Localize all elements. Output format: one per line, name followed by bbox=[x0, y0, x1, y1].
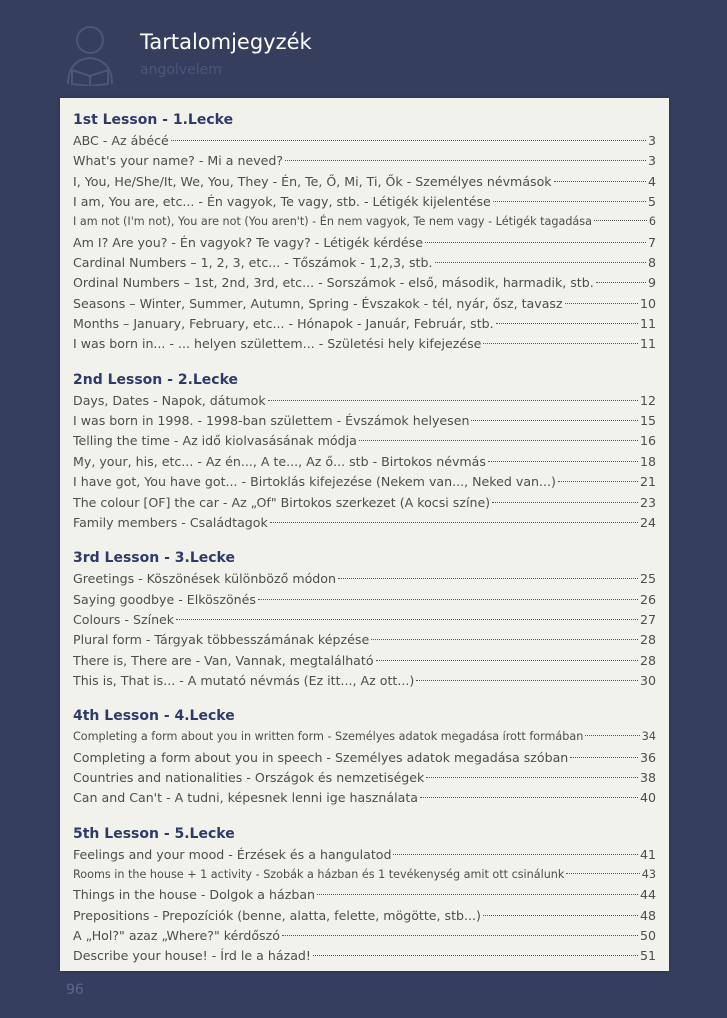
toc-entry[interactable] bbox=[73, 472, 656, 492]
toc-entry-page: 40 bbox=[639, 790, 656, 806]
toc-entry-page: 15 bbox=[639, 413, 656, 429]
dot-leader bbox=[420, 797, 638, 798]
toc-entry[interactable] bbox=[73, 513, 656, 533]
toc-entry-page: 11 bbox=[639, 316, 656, 332]
toc-entry-page: 28 bbox=[639, 652, 656, 668]
toc-entry-page: 3 bbox=[647, 133, 656, 148]
dot-leader bbox=[558, 481, 638, 482]
toc-entry[interactable] bbox=[73, 610, 656, 630]
toc-entry-page: 23 bbox=[639, 494, 656, 510]
toc-entry[interactable] bbox=[73, 768, 656, 788]
dot-leader bbox=[594, 220, 647, 221]
toc-entry-label: What's your name? - Mi a neved? bbox=[73, 153, 284, 169]
toc-entry-label: I have got, You have got... - Birtoklás kifejezése (Nekem van..., Neked van...) bbox=[73, 474, 556, 490]
lesson-section bbox=[73, 823, 656, 967]
toc-entry-label: Seasons – Winter, Summer, Autumn, Spring - Évszakok - tél, nyár, ősz, tavasz bbox=[73, 295, 563, 311]
toc-entry-label: ABC - Az ábécé bbox=[73, 133, 169, 148]
section-spacer bbox=[73, 533, 656, 547]
toc-entry-page: 30 bbox=[639, 672, 656, 688]
toc-entry[interactable] bbox=[73, 391, 656, 411]
toc-entry[interactable] bbox=[73, 452, 656, 472]
lesson-section bbox=[73, 109, 656, 355]
toc-entry[interactable] bbox=[73, 926, 656, 946]
toc-entry[interactable] bbox=[73, 131, 656, 151]
toc-entry[interactable] bbox=[73, 151, 656, 171]
section-title: 4th Lesson - 4.Lecke bbox=[73, 708, 235, 725]
toc-entry[interactable] bbox=[73, 273, 656, 293]
section-title: 3rd Lesson - 3.Lecke bbox=[73, 550, 235, 567]
section-title: 5th Lesson - 5.Lecke bbox=[73, 825, 235, 842]
dot-leader bbox=[566, 873, 639, 874]
toc-entry[interactable] bbox=[73, 788, 656, 808]
toc-entry[interactable] bbox=[73, 172, 656, 192]
dot-leader bbox=[492, 502, 638, 503]
section-spacer bbox=[73, 809, 656, 823]
toc-entry-page: 9 bbox=[647, 275, 656, 291]
dot-leader bbox=[425, 242, 646, 243]
toc-entry-label: Ordinal Numbers – 1st, 2nd, 3rd, etc... - Sorszámok - első, második, harmadik, stb. bbox=[73, 275, 594, 291]
dot-leader bbox=[359, 440, 638, 441]
page-subtitle: angolvelem bbox=[140, 62, 222, 78]
toc-entry-label: Completing a form about you in speech - Személyes adatok megadása szóban bbox=[73, 749, 569, 765]
toc-entry-page: 24 bbox=[639, 514, 656, 530]
toc-entry-page: 50 bbox=[639, 928, 656, 943]
toc-entry-label: Plural form - Tárgyak többesszámának képzése bbox=[73, 632, 370, 648]
lesson-section bbox=[73, 547, 656, 691]
toc-entry-label: Countries and nationalities - Országok és nemzetiségek bbox=[73, 769, 425, 785]
toc-entry-label: Prepositions - Prepozíciók (benne, alatta, felette, mögötte, stb...) bbox=[73, 907, 481, 923]
dot-leader bbox=[426, 777, 638, 778]
toc-entry-page: 36 bbox=[639, 749, 656, 765]
toc-entry-label: A „Hol?" azaz „Where?" kérdőszó bbox=[73, 928, 280, 943]
toc-entry[interactable] bbox=[73, 671, 656, 691]
toc-entry-label: Days, Dates - Napok, dátumok bbox=[73, 392, 266, 408]
toc-entry[interactable] bbox=[73, 212, 656, 232]
toc-entry-label: Colours - Színek bbox=[73, 611, 175, 627]
toc-entry-page: 7 bbox=[647, 234, 656, 250]
toc-entry-label: Am I? Are you? - Én vagyok? Te vagy? - Létigék kérdése bbox=[73, 234, 423, 250]
toc-entry[interactable] bbox=[73, 865, 656, 885]
toc-entry-label: Months – January, February, etc... - Hónapok - Január, Február, stb. bbox=[73, 316, 494, 332]
lesson-section bbox=[73, 705, 656, 808]
toc-entry-label: I was born in 1998. - 1998-ban születtem - Évszámok helyesen bbox=[73, 413, 470, 429]
toc-entry-label: Can and Can't - A tudni, képesnek lenni ige használata bbox=[73, 790, 418, 806]
toc-entry-page: 41 bbox=[639, 846, 656, 862]
toc-entry[interactable] bbox=[73, 651, 656, 671]
toc-entry[interactable] bbox=[73, 253, 656, 273]
toc-entry-page: 3 bbox=[647, 153, 656, 169]
dot-leader bbox=[282, 935, 638, 936]
toc-entry-label: Greetings - Köszönések különböző módon bbox=[73, 571, 336, 587]
toc-entry-label: Describe your house! - Írd le a házad! bbox=[73, 948, 311, 964]
toc-entry[interactable] bbox=[73, 569, 656, 589]
dot-leader bbox=[258, 599, 638, 600]
dot-leader bbox=[285, 160, 646, 161]
toc-entry[interactable] bbox=[73, 906, 656, 926]
dot-leader bbox=[585, 735, 639, 736]
dot-leader bbox=[596, 282, 646, 283]
toc-entry-page: 44 bbox=[639, 887, 656, 903]
toc-entry-label: Telling the time - Az idő kiolvasásának módja bbox=[73, 433, 357, 449]
toc-entry-page: 10 bbox=[639, 295, 656, 311]
dot-leader bbox=[554, 181, 646, 182]
dot-leader bbox=[483, 343, 638, 344]
toc-entry-page: 25 bbox=[639, 571, 656, 587]
toc-entry-page: 28 bbox=[639, 632, 656, 648]
dot-leader bbox=[488, 461, 638, 462]
toc-entry[interactable] bbox=[73, 314, 656, 334]
toc-entry-label: This is, That is... - A mutató névmás (Ez itt..., Az ott...) bbox=[73, 672, 415, 688]
page-title: Tartalomjegyzék bbox=[140, 30, 312, 54]
section-spacer bbox=[73, 691, 656, 705]
toc-entry[interactable] bbox=[73, 885, 656, 905]
toc-entry[interactable] bbox=[73, 294, 656, 314]
toc-entry-page: 27 bbox=[639, 611, 656, 627]
toc-entry[interactable] bbox=[73, 431, 656, 451]
toc-entry-label: There is, There are - Van, Vannak, megtalálható bbox=[73, 652, 374, 668]
toc-entry-page: 16 bbox=[639, 433, 656, 449]
toc-entry-page: 5 bbox=[647, 194, 656, 210]
toc-entry-page: 18 bbox=[639, 453, 656, 469]
dot-leader bbox=[313, 955, 638, 956]
toc-entry-label: Family members - Családtagok bbox=[73, 514, 268, 530]
dot-leader bbox=[338, 578, 638, 579]
dot-leader bbox=[416, 680, 638, 681]
dot-leader bbox=[471, 420, 638, 421]
dot-leader bbox=[270, 522, 638, 523]
toc-entry-label: The colour [OF] the car - Az „Of" Birtokos szerkezet (A kocsi színe) bbox=[73, 494, 491, 510]
toc-entry-page: 43 bbox=[641, 867, 656, 881]
toc-entry-page: 8 bbox=[647, 255, 656, 271]
lesson-section bbox=[73, 369, 656, 533]
toc-entry[interactable] bbox=[73, 192, 656, 212]
dot-leader bbox=[268, 400, 638, 401]
section-spacer bbox=[73, 355, 656, 369]
toc-entry[interactable] bbox=[73, 946, 656, 966]
toc-entry-label: Feelings and your mood - Érzések és a hangulatod bbox=[73, 846, 392, 862]
toc-entry-page: 26 bbox=[639, 591, 656, 607]
page-number: 96 bbox=[66, 982, 84, 998]
toc-entry-label: Cardinal Numbers – 1, 2, 3, etc... - Tőszámok - 1,2,3, stb. bbox=[73, 255, 433, 271]
toc-entry[interactable] bbox=[73, 727, 656, 747]
toc-entry[interactable] bbox=[73, 233, 656, 253]
toc-entry-page: 34 bbox=[641, 730, 656, 744]
toc-entry-page: 38 bbox=[639, 769, 656, 785]
toc-entry-label: My, your, his, etc... - Az én..., A te..., Az ő... stb - Birtokos névmás bbox=[73, 453, 486, 469]
toc-entry[interactable] bbox=[73, 845, 656, 865]
dot-leader bbox=[176, 619, 638, 620]
dot-leader bbox=[171, 140, 646, 141]
toc-entry-label: I was born in... - ... helyen születtem... - Születési hely kifejezése bbox=[73, 336, 482, 352]
toc-entry-label: I am, You are, etc... - Én vagyok, Te vagy, stb. - Létigék kijelentése bbox=[73, 194, 491, 210]
dot-leader bbox=[376, 660, 638, 661]
toc-entry-label: I am not (I'm not), You are not (You aren't) - Én nem vagyok, Te nem vagy - Létigék tagadása bbox=[73, 215, 592, 229]
dot-leader bbox=[435, 262, 646, 263]
toc-entry-page: 6 bbox=[648, 215, 656, 229]
section-title: 1st Lesson - 1.Lecke bbox=[73, 112, 234, 128]
dot-leader bbox=[393, 854, 637, 855]
toc-entry[interactable] bbox=[73, 630, 656, 650]
toc-entry-label: Rooms in the house + 1 activity - Szobák a házban és 1 tevékenység amit ott csinálunk bbox=[73, 867, 565, 881]
dot-leader bbox=[493, 201, 646, 202]
toc-entry-label: Things in the house - Dolgok a házban bbox=[73, 887, 316, 903]
dot-leader bbox=[570, 757, 638, 758]
toc-entry-page: 51 bbox=[639, 948, 656, 964]
toc-entry-page: 12 bbox=[639, 392, 656, 408]
reader-icon bbox=[62, 22, 118, 86]
toc-entry-page: 4 bbox=[647, 173, 656, 189]
toc-entry[interactable] bbox=[73, 590, 656, 610]
dot-leader bbox=[496, 323, 638, 324]
toc-entry-page: 11 bbox=[639, 336, 656, 352]
dot-leader bbox=[565, 303, 638, 304]
toc-entry-page: 48 bbox=[639, 907, 656, 923]
dot-leader bbox=[371, 639, 638, 640]
dot-leader bbox=[317, 894, 638, 895]
table-of-contents bbox=[60, 98, 669, 971]
toc-entry-label: Completing a form about you in written form - Személyes adatok megadása írott formában bbox=[73, 730, 584, 744]
toc-entry-label: Saying goodbye - Elköszönés bbox=[73, 591, 256, 607]
dot-leader bbox=[483, 915, 638, 916]
toc-entry[interactable] bbox=[73, 748, 656, 768]
toc-entry[interactable] bbox=[73, 411, 656, 431]
section-title: 2nd Lesson - 2.Lecke bbox=[73, 371, 239, 388]
toc-entry-page: 21 bbox=[639, 474, 656, 490]
toc-entry[interactable] bbox=[73, 334, 656, 354]
toc-entry-label: I, You, He/She/It, We, You, They - Én, Te, Ő, Mi, Ti, Ők - Személyes névmások bbox=[73, 173, 552, 189]
toc-entry[interactable] bbox=[73, 493, 656, 513]
